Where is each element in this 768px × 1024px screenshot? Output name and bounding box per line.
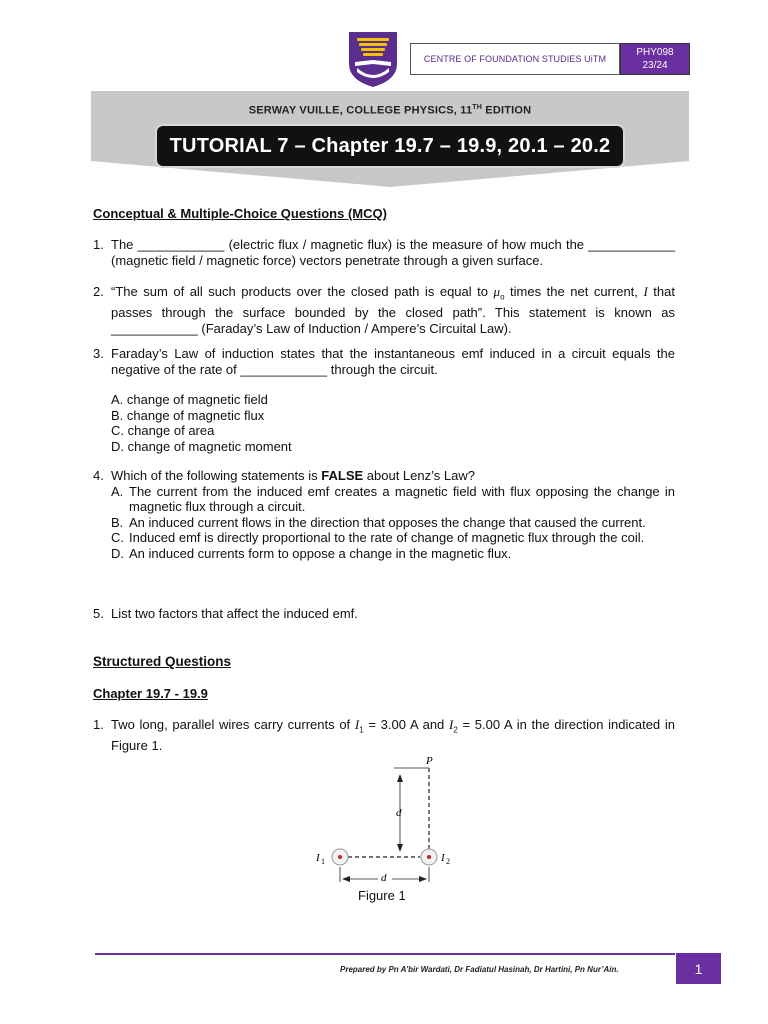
text-part: about Lenz’s Law? <box>363 468 475 483</box>
question-text <box>111 468 675 484</box>
question-text: List two factors that affect the induced emf. <box>111 606 358 621</box>
option-text: An induced currents form to oppose a change in the magnetic flux. <box>129 545 512 561</box>
option-text: The current from the induced emf creates a magnetic field with flux opposing the change in magnetic flux through a circuit. <box>129 483 675 514</box>
option-c: C. change of area <box>111 423 215 438</box>
subtitle-post: EDITION <box>482 104 532 117</box>
option-letter: D. <box>111 545 124 561</box>
text-part: “The sum of all such products over the closed path is equal to <box>111 284 494 299</box>
mcq-question-2 <box>93 284 675 336</box>
question-text <box>111 284 675 336</box>
question-number: 1. <box>93 237 104 252</box>
subscript: 2 <box>453 725 458 735</box>
question-number: 5. <box>93 606 104 621</box>
label-d-horizontal: d <box>381 872 387 882</box>
uitm-logo-icon <box>347 30 399 88</box>
subscript: 1 <box>359 725 364 735</box>
prepared-by: Prepared by Pn A’bir Wardati, Dr Fadiatul Hasinah, Dr Hartini, Pn Nur’Ain. <box>340 965 619 974</box>
label-d-vertical: d <box>396 807 402 819</box>
current-symbol: I <box>448 717 454 732</box>
figure-1-diagram <box>310 752 460 882</box>
textbook-edition <box>91 104 689 117</box>
question-number: 4. <box>93 468 104 483</box>
text-part: that passes through the surface bounded by the closed path”. This statement is known as ____________ (Faraday’s Law of Induction / Ampere’s Circuital Law). <box>111 284 675 336</box>
tutorial-title: TUTORIAL 7 – Chapter 19.7 – 19.9, 20.1 – 20.2 <box>157 126 623 166</box>
subtitle-text: SERWAY VUILLE, COLLEGE PHYSICS, 11 <box>248 104 473 117</box>
current-symbol: I <box>643 284 648 299</box>
subtitle-sup: TH <box>472 104 483 111</box>
label-i1: I <box>316 852 320 864</box>
mu-symbol: μ <box>493 284 501 299</box>
option-letter: C. <box>111 530 124 545</box>
emphasis: FALSE <box>321 468 364 483</box>
course-code-badge <box>620 43 690 75</box>
label-i1-sub: 1 <box>321 857 325 866</box>
text-part: Two long, parallel wires carry currents of <box>111 717 355 732</box>
option-b <box>111 515 675 531</box>
footer-divider <box>95 953 675 955</box>
text-part: = 5.00 A in the direction indicated in Figure 1. <box>111 717 675 754</box>
question-text <box>111 717 675 754</box>
mcq-question-3 <box>93 346 675 454</box>
question-number: 3. <box>93 346 104 361</box>
session: 23/24 <box>642 60 668 71</box>
option-letter: B. <box>111 514 124 530</box>
current-symbol: I <box>354 717 360 732</box>
option-a <box>111 484 675 515</box>
option-letter: A. <box>111 483 124 499</box>
label-i2-sub: 2 <box>446 857 450 866</box>
centre-label: CENTRE OF FOUNDATION STUDIES UiTM <box>410 43 620 75</box>
figure-caption: Figure 1 <box>358 888 406 903</box>
structured-question-1 <box>93 717 675 754</box>
text-part: times the net current, <box>504 284 644 299</box>
text-part: = 3.00 A and <box>363 717 449 732</box>
option-c <box>111 530 675 546</box>
question-number: 2. <box>93 284 104 299</box>
course-code: PHY098 <box>636 47 674 58</box>
option-d: D. change of magnetic moment <box>111 438 292 454</box>
page-number: 1 <box>676 953 721 984</box>
chapter-heading: Chapter 19.7 - 19.9 <box>93 686 208 701</box>
mcq-question-5 <box>93 606 675 622</box>
mcq-heading: Conceptual & Multiple-Choice Questions (MCQ) <box>93 206 387 221</box>
option-text: An induced current flows in the direction that opposes the change that caused the current. <box>129 514 646 530</box>
label-i2: I <box>441 852 445 864</box>
option-text: Induced emf is directly proportional to the rate of change of magnetic flux through the coil. <box>129 530 645 545</box>
question-number: 1. <box>93 717 104 732</box>
option-b: B. change of magnetic flux <box>111 407 265 423</box>
label-p: P <box>426 755 433 767</box>
structured-heading: Structured Questions <box>93 654 232 669</box>
mu-subscript: o <box>500 292 505 302</box>
question-text: The ____________ (electric flux / magnetic flux) is the measure of how much the ____________ (magnetic field / magnetic force) vectors penetrate through a given surface. <box>111 237 675 268</box>
option-d <box>111 546 675 562</box>
text-part: Which of the following statements is <box>111 468 322 483</box>
question-text: Faraday’s Law of induction states that the instantaneous emf induced in a circuit equals the negative of the rate of ____________ through the circuit. <box>111 346 675 377</box>
mcq-question-1 <box>93 237 675 268</box>
mcq-question-4 <box>93 468 675 561</box>
option-a: A. change of magnetic field <box>111 392 268 407</box>
